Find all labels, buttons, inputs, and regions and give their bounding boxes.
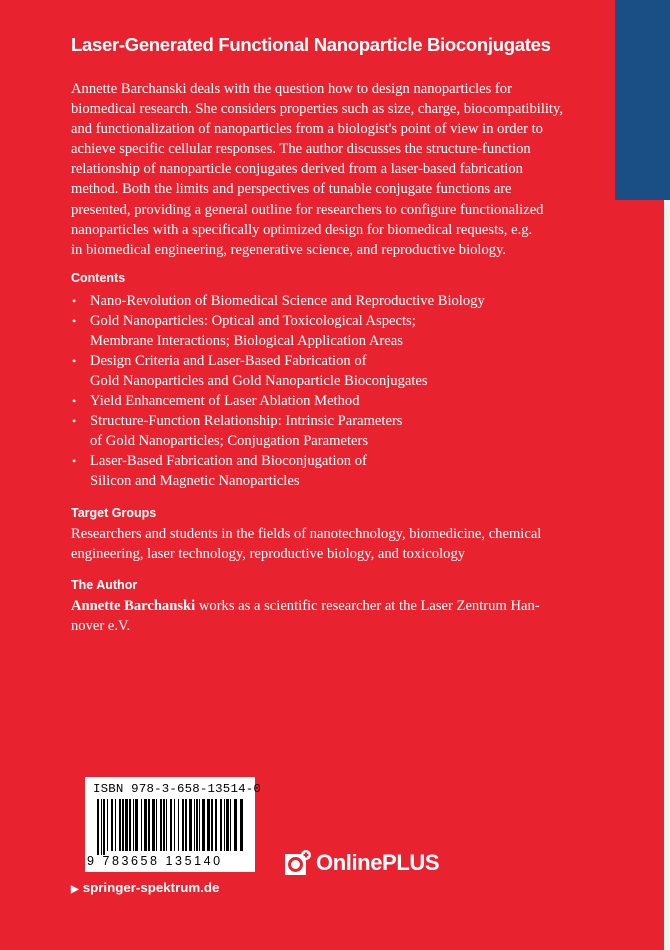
contents-list: [71, 291, 591, 491]
contents-item-line: Membrane Interactions; Biological Application Areas: [90, 333, 403, 349]
contents-item: [71, 311, 591, 351]
contents-item-line: Nano-Revolution of Biomedical Science and Reproductive Biology: [90, 293, 485, 309]
ean-digits: 9 783658 135140: [87, 854, 223, 868]
contents-heading: Contents: [71, 271, 126, 285]
contents-item: [71, 391, 591, 411]
page-edge: [664, 200, 670, 950]
abstract-line: Annette Barchanski deals with the question how to design nanoparticles for: [71, 81, 512, 97]
blue-spine-band: [615, 0, 670, 200]
author-name: Annette Barchanski: [71, 598, 196, 614]
author-bio-line-1: [71, 596, 591, 616]
abstract-line: method. Both the limits and perspectives of tunable conjugate functions are: [71, 181, 512, 198]
contents-item: [71, 351, 591, 391]
online-plus-logo: [285, 848, 439, 878]
abstract-line: presented, providing a general outline for researchers to configure functionalized: [71, 201, 544, 218]
bullet-icon: •: [72, 294, 77, 308]
online-plus-icon: [285, 850, 311, 876]
online-plus-text: OnlinePLUS: [316, 850, 440, 875]
contents-item-line: Silicon and Magnetic Nanoparticles: [90, 473, 300, 489]
abstract-line: and functionalization of nanoparticles from a biologist's point of view in order to: [71, 121, 543, 138]
book-title: Laser-Generated Functional Nanoparticle Bioconjugates: [71, 34, 551, 55]
abstract-line: relationship of nanoparticle conjugates derived from a laser-based fabrication: [71, 161, 523, 178]
abstract-line: biomedical research. She considers properties such as size, charge, biocompatibility,: [71, 101, 563, 118]
target-groups-text: [71, 524, 591, 564]
author-bio: [71, 596, 591, 636]
publisher-url-text: springer-spektrum.de: [82, 880, 220, 895]
abstract-line: in biomedical engineering, regenerative science, and reproductive biology.: [71, 241, 507, 258]
arrow-right-icon: ▶: [71, 884, 79, 895]
contents-item: [71, 411, 591, 451]
publisher-url[interactable]: [71, 880, 219, 895]
contents-item: [71, 451, 591, 491]
isbn-number: ISBN 978-3-658-13514-0: [93, 782, 261, 796]
target-groups-line: Researchers and students in the fields of nanotechnology, biomedicine, chemical: [71, 526, 542, 542]
contents-item-line: Yield Enhancement of Laser Ablation Method: [90, 393, 360, 409]
abstract: [71, 79, 577, 260]
bullet-icon: •: [72, 354, 77, 368]
abstract-line: nanoparticles with a specifically optimized design for biomedical requests, e.g.: [71, 221, 533, 238]
target-groups-line: engineering, laser technology, reproductive biology, and toxicology: [71, 546, 466, 562]
abstract-line: achieve specific cellular responses. The author discusses the structure-function: [71, 141, 531, 158]
contents-item-line: Structure-Function Relationship: Intrinsic Parameters: [90, 413, 403, 429]
isbn-barcode: [85, 777, 261, 872]
contents-item-line: of Gold Nanoparticles; Conjugation Parameters: [90, 433, 369, 449]
contents-item-line: Laser-Based Fabrication and Bioconjugation of: [90, 453, 367, 469]
bullet-icon: •: [72, 454, 77, 468]
bullet-icon: •: [72, 414, 77, 428]
bullet-icon: •: [72, 314, 77, 328]
contents-item-line: Design Criteria and Laser-Based Fabrication of: [90, 353, 367, 369]
author-bio-line-2: nover e.V.: [71, 618, 131, 634]
contents-item: [71, 291, 591, 311]
target-groups-heading: Target Groups: [71, 506, 157, 520]
author-bio-rest: works as a scientific researcher at the Laser Zentrum Han-: [195, 598, 540, 614]
bullet-icon: •: [72, 394, 77, 408]
author-heading: The Author: [71, 578, 138, 592]
contents-item-line: Gold Nanoparticles: Optical and Toxicological Aspects;: [90, 313, 416, 329]
contents-item-line: Gold Nanoparticles and Gold Nanoparticle Bioconjugates: [90, 373, 428, 389]
